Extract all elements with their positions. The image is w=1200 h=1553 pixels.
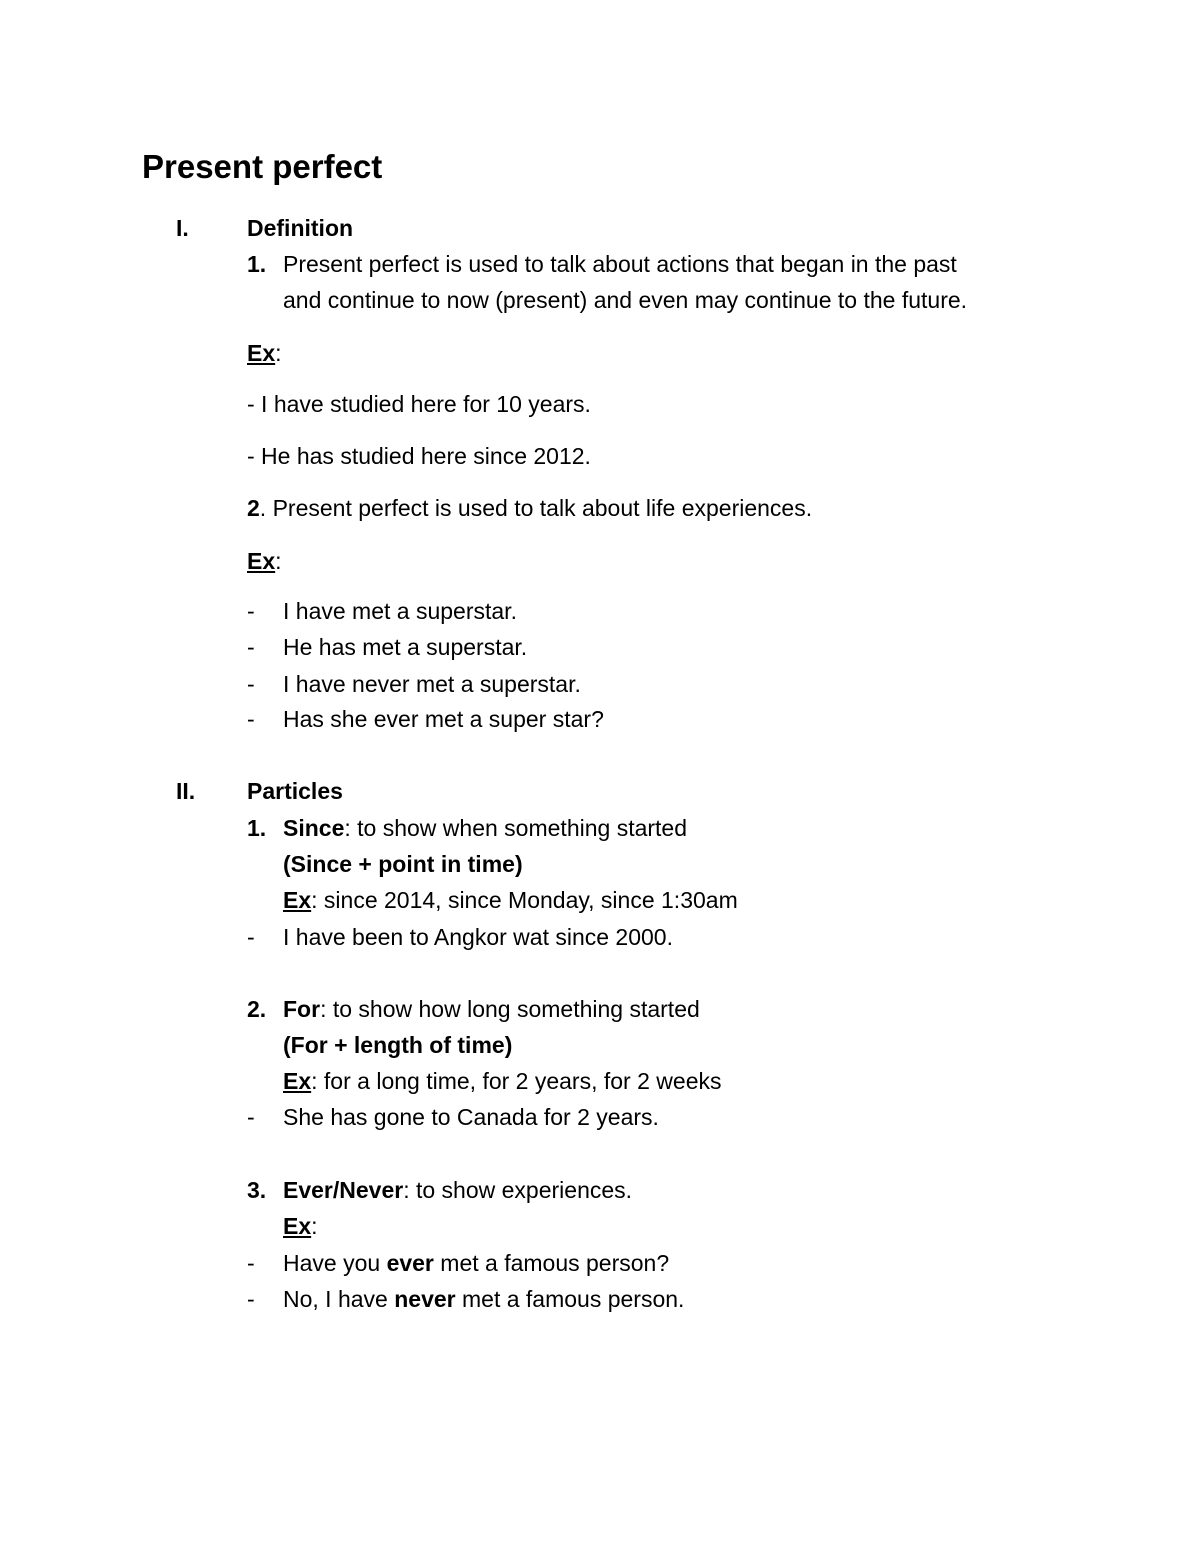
particle-evernever-term: Ever/Never: [283, 1177, 404, 1203]
list-dash: -: [247, 924, 255, 950]
particle-since-formula: (Since + point in time): [283, 851, 523, 877]
definition-1-line-1: Present perfect is used to talk about actions that began in the past: [283, 251, 957, 277]
section-1-numeral: I.: [176, 215, 189, 241]
list-dash: -: [247, 1250, 255, 1276]
particle-since-example: I have been to Angkor wat since 2000.: [283, 924, 673, 950]
list-dash: -: [247, 706, 255, 732]
definition-1-ex-label: [247, 338, 282, 368]
ex-label: Ex: [283, 1068, 312, 1094]
particle-since-examples: [283, 885, 738, 915]
particle-for-term: For: [283, 996, 321, 1022]
experience-example-4: Has she ever met a super star?: [283, 706, 604, 732]
particle-evernever-ex-label: [283, 1211, 318, 1241]
definition-2-text: . Present perfect is used to talk about life experiences.: [259, 495, 813, 521]
example-bold-word: ever: [386, 1250, 434, 1276]
particle-3-number: 3.: [247, 1177, 267, 1203]
ex-colon: :: [275, 548, 282, 574]
list-dash: -: [247, 1104, 255, 1130]
section-2-heading: Particles: [247, 778, 343, 804]
section-2-numeral: II.: [176, 778, 196, 804]
experience-example-3: I have never met a superstar.: [283, 671, 581, 697]
particle-1-number: 1.: [247, 815, 267, 841]
particle-since-desc: : to show when something started: [344, 815, 688, 841]
experience-example-1: I have met a superstar.: [283, 598, 517, 624]
particle-for-examples: [283, 1066, 721, 1096]
section-1-heading: Definition: [247, 215, 354, 241]
particle-for-line: [283, 994, 700, 1024]
list-dash: -: [247, 1286, 255, 1312]
definition-2-number: 2: [247, 495, 260, 521]
ex-label: Ex: [283, 1213, 312, 1239]
definition-2-ex-label: [247, 546, 282, 576]
particle-evernever-example-1: [283, 1248, 669, 1278]
definition-1-line-2: and continue to now (present) and even may continue to the future.: [283, 287, 968, 313]
particle-for-example: She has gone to Canada for 2 years.: [283, 1104, 659, 1130]
definition-1-example-1: - I have studied here for 10 years.: [247, 391, 591, 417]
example-bold-word: never: [394, 1286, 456, 1312]
example-text: met a famous person?: [433, 1250, 670, 1276]
particle-for-ex-text: : for a long time, for 2 years, for 2 weeks: [311, 1068, 722, 1094]
particle-2-number: 2.: [247, 996, 267, 1022]
particle-evernever-desc: : to show experiences.: [403, 1177, 633, 1203]
ex-colon: :: [275, 340, 282, 366]
particle-since-ex-text: : since 2014, since Monday, since 1:30am: [311, 887, 738, 913]
particle-evernever-example-2: [283, 1284, 684, 1314]
example-text: Have you: [283, 1250, 387, 1276]
ex-colon: :: [311, 1213, 318, 1239]
ex-label: Ex: [247, 548, 276, 574]
particle-for-formula: (For + length of time): [283, 1032, 513, 1058]
definition-1-example-2: - He has studied here since 2012.: [247, 443, 591, 469]
particle-evernever-line: [283, 1175, 632, 1205]
example-text: No, I have: [283, 1286, 395, 1312]
list-dash: -: [247, 598, 255, 624]
particle-since-term: Since: [283, 815, 345, 841]
page-title: Present perfect: [142, 148, 383, 185]
ex-label: Ex: [247, 340, 276, 366]
ex-label: Ex: [283, 887, 312, 913]
experience-example-2: He has met a superstar.: [283, 634, 528, 660]
definition-2-line: [247, 493, 812, 523]
list-dash: -: [247, 671, 255, 697]
particle-for-desc: : to show how long something started: [320, 996, 700, 1022]
example-text: met a famous person.: [455, 1286, 685, 1312]
list-dash: -: [247, 634, 255, 660]
particle-since-line: [283, 813, 687, 843]
definition-1-number: 1.: [247, 251, 267, 277]
